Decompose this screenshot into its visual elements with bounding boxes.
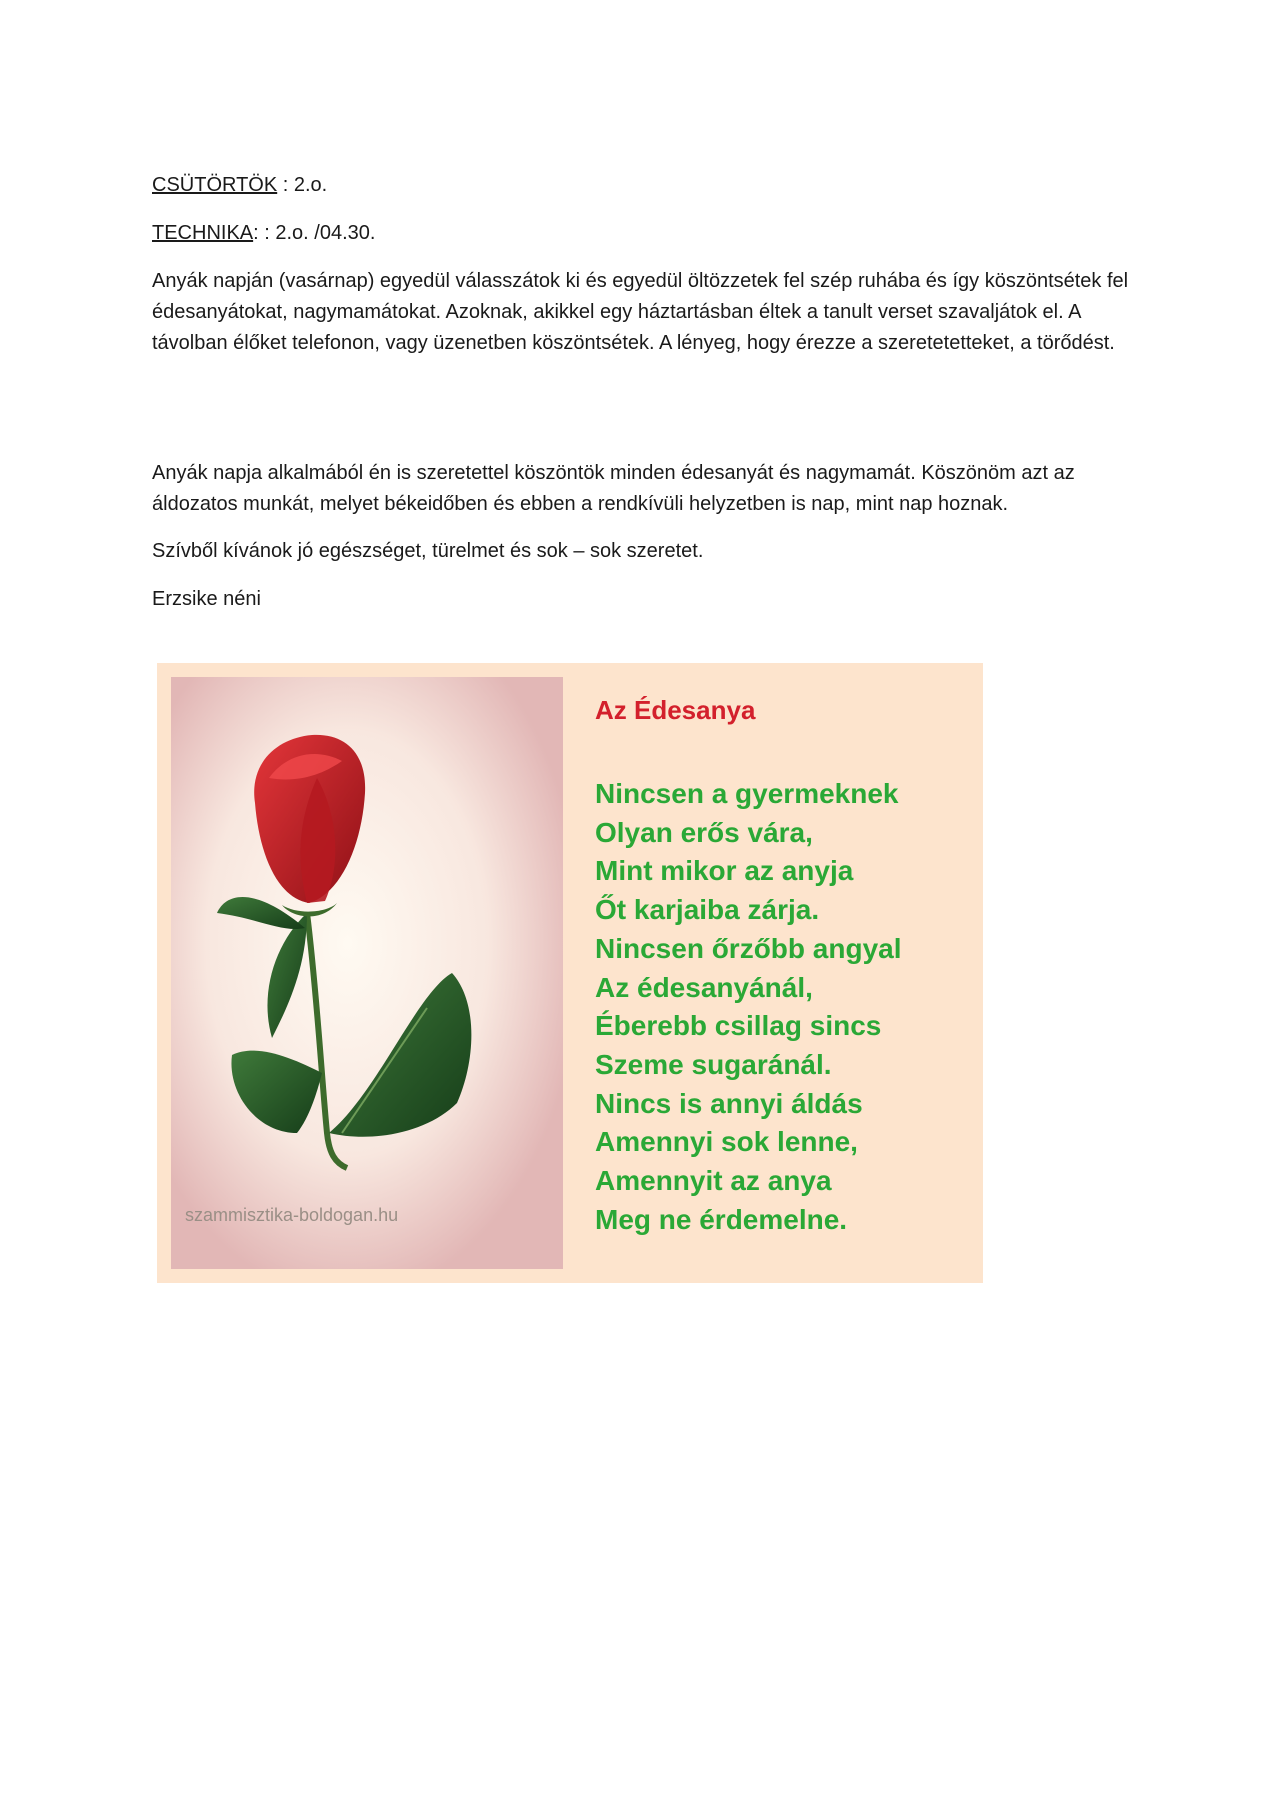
day-label: CSÜTÖRTÖK <box>152 174 278 196</box>
instructions-paragraph: Anyák napján (vasárnap) egyedül válasszátok ki és egyedül öltözzetek fel szép ruhába és így köszöntsétek fel édesanyátokat, nagymamátokat. Azoknak, akikkel egy háztartásban éltek a tanult verset szavaljátok el. A távolban élőket telefonon, vagy üzenetben köszöntsétek. A lényeg, hogy érezze a szeretetetteket, a törődést. <box>152 270 1129 354</box>
poem-line: Őt karjaiba zárja. <box>595 894 820 926</box>
rose-illustration <box>157 663 577 1283</box>
poem-lines <box>595 775 902 1239</box>
poem-line: Nincsen a gyermeknek <box>595 778 899 809</box>
subject-label: TECHNIKA <box>152 222 254 244</box>
poem-line: Az édesanyánál, <box>595 971 813 1003</box>
poem-line: Olyan erős vára, <box>595 816 813 848</box>
poem-line: Amennyi sok lenne, <box>595 1126 858 1158</box>
poem-line: Szeme sugaránál. <box>595 1048 832 1080</box>
website-watermark: szammisztika-boldogan.hu <box>185 1205 399 1225</box>
subject-line <box>152 218 1132 249</box>
greeting-paragraph: Anyák napja alkalmából én is szeretettel köszöntök minden édesanyát és nagymamát. Köszönöm azt az áldozatos munkát, melyet békeidőben és ebben a rendkívüli helyzetben is nap, mint nap hoznak. <box>152 462 1075 515</box>
rose-background <box>171 677 563 1269</box>
poem-line: Éberebb csillag sincs <box>595 1010 882 1042</box>
poem-line: Mint mikor az anyja <box>595 855 854 887</box>
poem-line: Nincsen őrzőbb angyal <box>595 932 902 964</box>
day-rest: : 2.o. <box>277 174 328 196</box>
subject-rest: : : 2.o. /04.30. <box>253 222 376 244</box>
poem-line: Nincs is annyi áldás <box>595 1087 863 1119</box>
day-line <box>152 170 1132 201</box>
wish-paragraph: Szívből kívánok jó egészséget, türelmet és sok – sok szeretet. <box>152 540 704 562</box>
poem-line: Meg ne érdemelne. <box>595 1203 848 1235</box>
poem-title: Az Édesanya <box>595 695 756 725</box>
poem-line: Amennyit az anya <box>595 1165 832 1197</box>
poem-card-image <box>157 663 983 1283</box>
signature: Erzsike néni <box>152 588 261 610</box>
